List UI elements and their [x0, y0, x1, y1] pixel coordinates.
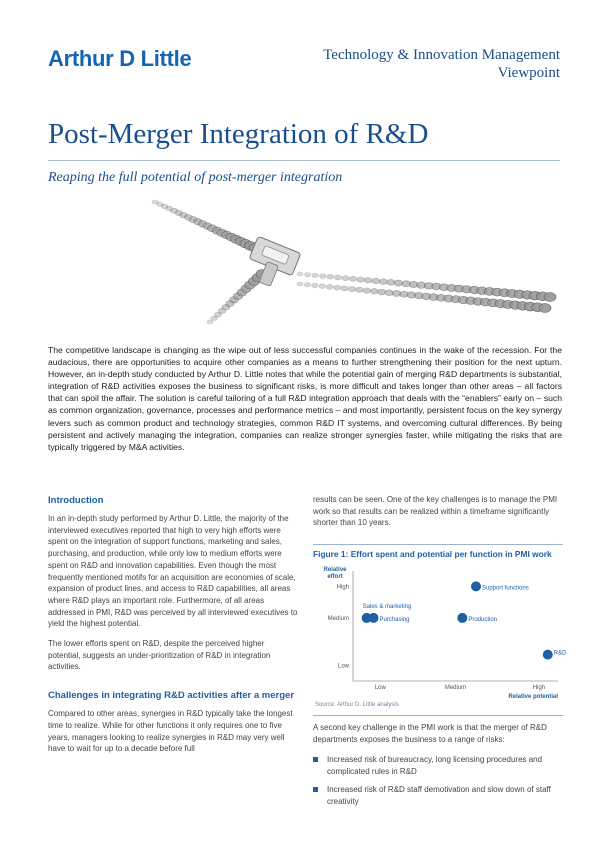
zipper-tooth — [334, 275, 341, 280]
zipper-tooth — [304, 283, 310, 287]
zipper-tooth — [319, 284, 326, 288]
y-axis-label: effort — [327, 574, 343, 580]
data-point — [543, 650, 553, 660]
left-column — [48, 494, 298, 763]
zipper-tooth — [207, 320, 213, 324]
zipper-tooth — [297, 282, 303, 286]
zipper-tooth — [342, 276, 349, 281]
zipper-tooth — [319, 274, 326, 278]
zipper-tooth — [364, 278, 372, 283]
page-title: Post-Merger Integration of R&D — [48, 118, 429, 150]
document-category — [323, 46, 560, 82]
x-tick-label: Low — [374, 685, 386, 691]
data-label: Support functions — [482, 585, 529, 592]
zipper-tooth — [372, 278, 380, 284]
y-axis-label: Relative — [323, 567, 347, 573]
page-subtitle: Reaping the full potential of post-merger integration — [48, 170, 343, 185]
paragraph: The lower efforts spent on R&D, despite the perceived higher potential, suggests an under-prioritization of R&D in integration activities. — [48, 639, 271, 672]
x-axis-label: Relative potential — [508, 694, 558, 700]
bullet-item: Increased risk of R&D staff demotivation and slow down of staff creativity — [313, 784, 563, 807]
zipper-tooth — [379, 279, 387, 285]
paragraph: A second key challenge in the PMI work is that the merger of R&D departments exposes the business to a range of risks: — [313, 723, 547, 744]
heading-challenges: Challenges in integrating R&D activities after a merger — [48, 690, 295, 702]
right-column-top — [313, 494, 563, 537]
y-tick-label: Low — [337, 663, 349, 670]
zipper-tooth — [334, 285, 341, 290]
zipper-tooth — [394, 280, 402, 286]
zipper-tooth — [312, 273, 318, 277]
figure-1 — [313, 544, 567, 716]
data-label: Purchasing — [379, 616, 410, 623]
data-label: R&D — [553, 650, 567, 657]
zipper-tooth — [341, 286, 348, 291]
bullet-item: Increased risk of bureaucracy, long licensing procedures and complicated rules in R&D — [313, 754, 563, 777]
zipper-tooth — [326, 285, 333, 290]
figure-title: Figure 1: Effort spent and potential per function in PMI work — [313, 549, 552, 559]
zipper-tooth — [363, 288, 371, 293]
zipper-tooth — [370, 289, 378, 295]
zipper-tooth — [356, 287, 363, 292]
data-label: Production — [468, 616, 498, 623]
category-line-1: Technology & Innovation Management — [323, 47, 560, 63]
data-point — [471, 581, 481, 591]
intro-paragraph: The competitive landscape is changing as the wipe out of less successful companies continues in the wake of the recession. For the audacious, there are opportunities to acquire other companies as a means to further strengthening their position for the next upturn. However, an in-depth study conducted by Arthur D. Little notes that while the potential gain of merging R&D departments is substantial, integration of R&D activities exposes the business to significant risks, is more difficult and takes longer than other areas – all factors that can spoil the affair. The solution is careful tailoring of a full R&D integration approach that deals with the “enablers” early on – such as common organization, governance, processes and performance metrics – and most importantly, persistent focus on the key synergy levers such as common product and technology strategies, common R&D IT systems, and overcoming cultural differences. By being persistent and actively managing the integration, companies can realize stronger synergies faster, while mitigating the risks that are typically triggered by M&A activities. — [48, 345, 562, 452]
zipper-tooth — [297, 272, 303, 276]
zipper-tooth — [544, 293, 556, 302]
zipper-tooth — [357, 277, 364, 282]
zipper-tooth — [385, 290, 393, 296]
zipper-tooth — [378, 289, 386, 295]
data-point — [457, 613, 467, 623]
zipper-tooth — [327, 274, 334, 279]
zipper-tooth — [304, 273, 310, 277]
paragraph: In an in-depth study performed by Arthur D. Little, the majority of the interviewed executives reported that high to very high efforts were spent on the integration of support functions, marketing and sales, purchasing, and production, while only low to medium efforts were spent on R&D and innovation capabilities. Even though the most frequently mentioned motifs for an acquisition are economies of scale, expansion of product lines, and access to R&D capabilities, all areas where R&D plays an important role. Furthermore, of all areas addressed in PMI, R&D was perceived by all interviewed executives to yield the highest potential. — [48, 514, 298, 629]
scatter-chart — [313, 563, 567, 703]
title-divider — [48, 160, 560, 161]
right-column-bottom — [313, 722, 563, 813]
heading-introduction: Introduction — [48, 495, 104, 506]
data-label: Sales & marketing — [362, 603, 412, 610]
y-tick-label: Medium — [327, 615, 349, 622]
paragraph: results can be seen. One of the key challenges is to manage the PMI work so that results can be realized within a timeframe significantly shorter than 10 years. — [313, 495, 558, 528]
zipper-tooth — [539, 304, 551, 313]
figure-source: Source: Arthur D. Little analysis — [315, 702, 399, 708]
x-tick-label: Medium — [444, 685, 467, 691]
y-tick-label: High — [336, 584, 349, 591]
category-line-2: Viewpoint — [497, 65, 560, 81]
x-tick-label: High — [532, 685, 546, 691]
zipper-tooth — [387, 279, 395, 285]
zipper-tooth — [349, 276, 356, 281]
zipper-tooth — [348, 287, 355, 292]
data-point — [369, 613, 379, 623]
zipper-tooth — [312, 283, 318, 287]
paragraph: Compared to other areas, synergies in R&D typically take the longest time to realize. While for other functions it only requires one to five years, managers looking to realize synergies in R&D may very well have to wait for up to a decade before full — [48, 709, 293, 754]
zipper-illustration — [150, 192, 570, 332]
logo: Arthur D Little — [48, 46, 192, 71]
